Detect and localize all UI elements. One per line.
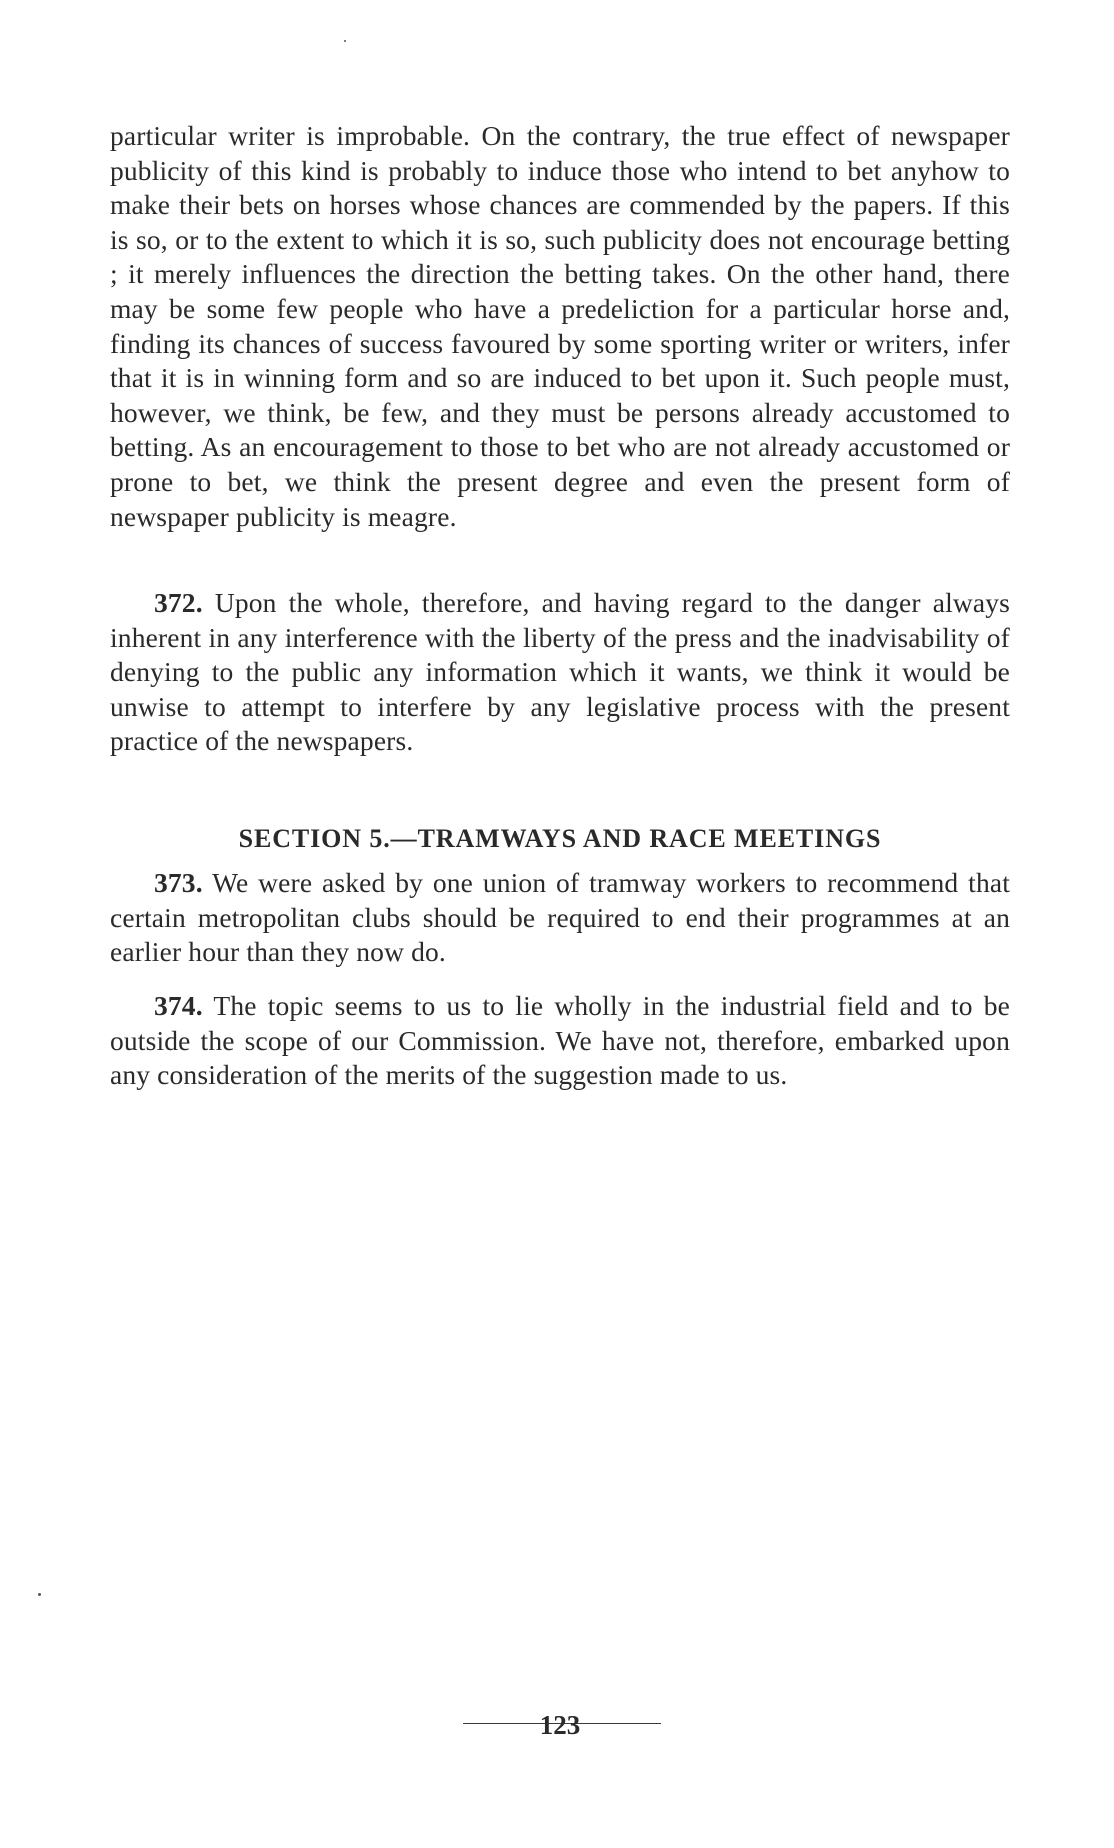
document-page [110, 0, 1010, 1848]
paragraph-number: 373. [154, 867, 203, 898]
paragraph-374 [110, 989, 1010, 1093]
paragraph-number: 372. [154, 587, 203, 618]
paragraph-text: We were asked by one union of tramway workers to recommend that certain metropolitan clubs should be required to end their programmes at an earlier hour than they now do. [110, 867, 1010, 968]
paragraph-text: particular writer is improbable. On the contrary, the true effect of newspaper publicity of this kind is probably to induce those who intend to bet anyhow to make their bets on horses whose chances are commended by the papers. If this is so, or to the extent to which it is so, such publicity does not encourage betting ; it merely influences the direction the betting takes. On the other hand, there may be some few people who have a predeliction for a particular horse and, finding its chances of success favoured by some sporting writer or writers, infer that it is in winning form and so are induced to bet upon it. Such people must, however, we think, be few, and they must be persons already accustomed to betting. As an encouragement to those to bet who are not already accustomed or prone to bet, we think the present degree and even the present form of newspaper publicity is meagre. [110, 120, 1010, 532]
paragraph-372 [110, 586, 1010, 759]
paragraph-373 [110, 866, 1010, 970]
section-heading: SECTION 5.—TRAMWAYS AND RACE MEETINGS [238, 824, 882, 853]
paragraph-text: The topic seems to us to lie wholly in the industrial field and to be outside the scope of our Commission. We have not, therefore, embarked upon any consideration of the merits of the suggestion made to us. [110, 990, 1011, 1091]
paragraph-text: Upon the whole, therefore, and having regard to the danger always inherent in any interference with the liberty of the press and the inadvisability of denying to the public any information which it wants, we think it would be unwise to attempt to interfere by any legislative process with the present practice of the newspapers. [110, 587, 1010, 757]
paragraph-number: 374. [154, 990, 203, 1021]
scan-speck [344, 40, 346, 42]
page-number: 123 [539, 1710, 581, 1740]
scan-speck [38, 1593, 41, 1596]
paragraph-continuation [110, 119, 1010, 534]
